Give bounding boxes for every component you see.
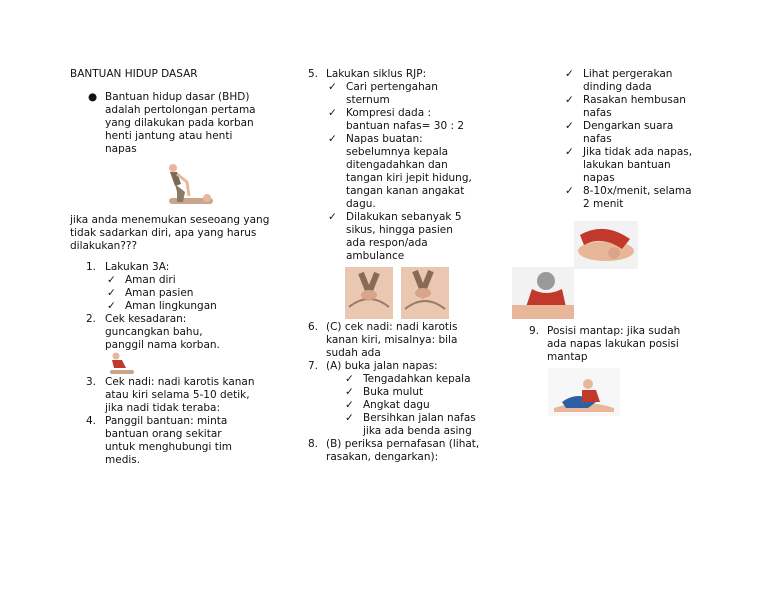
step-text: Lakukan siklus RJP:: [326, 68, 427, 80]
rescue-breathing-illustration: [574, 221, 638, 269]
step-5-checklist: [308, 81, 508, 263]
checklist-item: ✓ Angkat dagu: [345, 399, 430, 411]
checklist-item: ✓ Rasakan hembusan nafas: [565, 94, 686, 119]
check-icon: ✓: [565, 68, 574, 80]
column-2: [308, 68, 508, 464]
column-1: [70, 68, 270, 467]
question-text: jika anda menemukan seseoang yang tidak sadarkan diri, apa yang harus dilakukan???: [70, 214, 270, 252]
checklist-item: ✓ Aman pasien: [107, 287, 194, 299]
check-icon: ✓: [565, 94, 574, 106]
step-2: [70, 313, 270, 352]
checklist-item: ✓ Tengadahkan kepala: [345, 373, 471, 385]
checklist-item: ✓ Jika tidak ada napas, lakukan bantuan napas: [565, 146, 693, 184]
step-number: 9.: [528, 325, 539, 337]
check-icon: ✓: [328, 133, 337, 145]
step-8: [308, 438, 508, 464]
step-number: 4.: [85, 415, 96, 427]
check-icon: ✓: [107, 287, 116, 299]
check-icon: ✓: [328, 107, 337, 119]
bullet-icon: ●: [88, 91, 98, 103]
step-7: [308, 360, 508, 373]
airway-check-illustration: [512, 267, 574, 319]
cpr-kneeling-illustration: [155, 162, 215, 208]
checklist-item: ✓ 8-10x/menit, selama 2 menit: [565, 185, 692, 210]
check-icon: ✓: [345, 412, 354, 424]
step-3: [70, 376, 270, 415]
step-7-checklist: [308, 373, 508, 438]
breathing-checklist: [512, 68, 712, 211]
step-1: [70, 261, 270, 274]
step-text: Cek nadi: nadi karotis kanan atau kiri selama 5-10 detik, jika nadi tidak teraba:: [105, 376, 255, 414]
step-number: 3.: [85, 376, 96, 388]
step-number: 1.: [85, 261, 96, 273]
compression-hands-illustration: [345, 267, 393, 319]
check-icon: ✓: [345, 373, 354, 385]
checklist-item: ✓ Cari pertengahan sternum: [328, 81, 438, 106]
step-5: [308, 68, 508, 81]
checklist-item: ✓ Buka mulut: [345, 386, 424, 398]
checklist-item: ✓ Aman diri: [107, 274, 176, 286]
check-icon: ✓: [107, 300, 116, 312]
intro-bullet: [70, 91, 270, 156]
step-number: 2.: [85, 313, 96, 325]
check-icon: ✓: [345, 399, 354, 411]
step-text: (B) periksa pernafasan (lihat, rasakan, dengarkan):: [326, 438, 480, 463]
checklist-item: ✓ Kompresi dada : bantuan nafas= 30 : 2: [328, 107, 465, 132]
check-icon: ✓: [328, 211, 337, 223]
step-number: 6.: [308, 321, 319, 333]
checklist-item: ✓ Dengarkan suara nafas: [565, 120, 674, 145]
step-text: Posisi mantap: jika sudah ada napas lakukan posisi mantap: [547, 325, 681, 363]
step-number: 5.: [308, 68, 319, 80]
check-icon: ✓: [565, 146, 574, 158]
check-icon: ✓: [565, 120, 574, 132]
checklist-item: ✓ Lihat pergerakan dinding dada: [565, 68, 673, 93]
step-text: Panggil bantuan: minta bantuan orang sekitar untuk menghubungi tim medis.: [105, 415, 232, 466]
step-text: Cek kesadaran: guncangkan bahu, panggil nama korban.: [105, 313, 220, 351]
recovery-position-illustration: [548, 368, 620, 416]
step-number: 7.: [308, 360, 319, 372]
step-4: [70, 415, 270, 467]
check-icon: ✓: [328, 81, 337, 93]
column-3: [512, 68, 712, 416]
step-6: [308, 321, 508, 360]
checklist-item: ✓ Bersihkan jalan nafas jika ada benda asing: [345, 412, 476, 437]
document-title: BANTUAN HIDUP DASAR: [70, 68, 198, 80]
step-9: [512, 325, 712, 364]
step-1-checklist: [70, 274, 270, 313]
check-consciousness-illustration: [106, 352, 136, 376]
check-icon: ✓: [345, 386, 354, 398]
compression-illustrations: [345, 267, 508, 319]
checklist-item: ✓ Aman lingkungan: [107, 300, 217, 312]
step-text: (A) buka jalan napas:: [326, 360, 438, 372]
checklist-item: ✓ Napas buatan: sebelumnya kepala ditengadahkan dan tangan kiri jepit hidung, tangan kanan angakat dagu.: [328, 133, 472, 210]
check-icon: ✓: [565, 185, 574, 197]
check-icon: ✓: [107, 274, 116, 286]
compression-position-illustration: [401, 267, 449, 319]
step-text: Lakukan 3A:: [105, 261, 170, 273]
checklist-item: ✓ Dilakukan sebanyak 5 sikus, hingga pasien ada respon/ada ambulance: [328, 211, 462, 262]
step-text: (C) cek nadi: nadi karotis kanan kiri, misalnya: bila sudah ada: [326, 321, 458, 359]
step-number: 8.: [308, 438, 319, 450]
intro-bullet-text: Bantuan hidup dasar (BHD) adalah pertolongan pertama yang dilakukan pada korban henti jantung atau henti napas: [105, 91, 256, 155]
